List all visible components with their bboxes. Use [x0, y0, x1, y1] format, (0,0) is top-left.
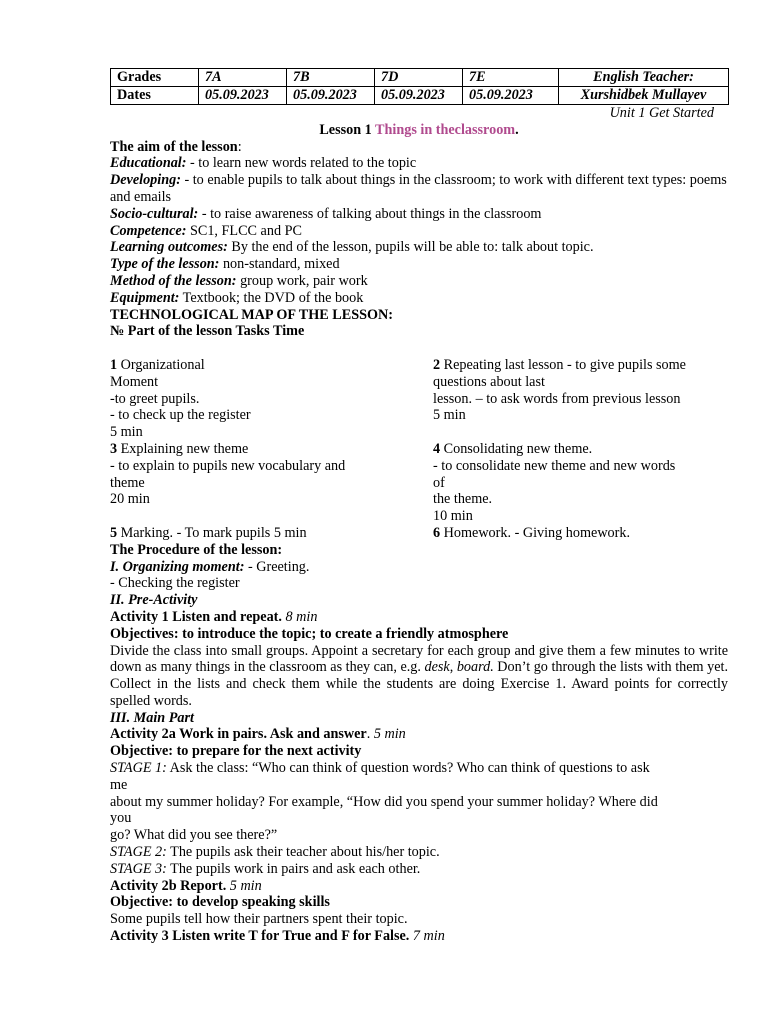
field-equipment: Equipment: Textbook; the DVD of the book: [110, 289, 364, 306]
field-method: Method of the lesson: group work, pair work: [110, 272, 368, 289]
grade-7d: 7D: [375, 69, 463, 87]
activity-2b-text: Some pupils tell how their partners spent their topic.: [110, 911, 408, 928]
grades-label: Grades: [111, 69, 199, 87]
lesson-plan-page: [110, 68, 728, 945]
part-1: 1 Organizational Moment -to greet pupils. - to check up the register 5 min: [110, 356, 251, 441]
lesson-fields: [110, 155, 728, 306]
grade-7e: 7E: [463, 69, 559, 87]
activity-2b-objective: Objective: to develop speaking skills: [110, 894, 330, 911]
activity-2b-title: Activity 2b Report. 5 min: [110, 877, 262, 894]
field-developing: Developing: - to enable pupils to talk about things in the classroom; to work with different text types: poems and emails: [110, 172, 727, 205]
part-6: 6 Homework. - Giving homework.: [433, 524, 631, 541]
field-competence: Competence: SC1, FLCC and PC: [110, 222, 302, 239]
organizing-moment: I. Organizing moment: - Greeting.: [110, 558, 310, 575]
part-2: 2 Repeating last lesson - to give pupils some questions about last lesson. – to ask words from previous lesson 5 min: [433, 356, 686, 424]
dates-label: Dates: [111, 87, 199, 105]
date-7e: 05.09.2023: [463, 87, 559, 105]
field-type: Type of the lesson: non-standard, mixed: [110, 256, 340, 273]
stage-1: STAGE 1: Ask the class: “Who can think of question words? Who can think of questions to ask: [110, 760, 650, 777]
field-learning-outcomes: Learning outcomes: By the end of the lesson, pupils will be able to: talk about topic.: [110, 239, 594, 256]
tech-map-header: № Part of the lesson Tasks Time: [110, 323, 305, 340]
parts-row-3: [110, 525, 728, 542]
procedure-title: The Procedure of the lesson:: [110, 541, 283, 558]
activity-1-title: Activity 1 Listen and repeat. 8 min: [110, 608, 318, 625]
grades-dates-table: [110, 68, 729, 105]
part-3: 3 Explaining new theme - to explain to pupils new vocabulary and theme 20 min: [110, 440, 346, 508]
main-part-heading: III. Main Part: [110, 709, 194, 726]
grade-7a: 7A: [199, 69, 287, 87]
grades-row: [111, 69, 729, 87]
lesson-topic: Things in theclassroom: [375, 121, 516, 138]
activity-1-text: Divide the class into small groups. Appoint a secretary for each group and give them a few minutes to write down as many things in the classroom as they can, e.g. desk, board. Don’t go through the lists with them yet. Collect in the lists and check them while the students are doing Exercise 1. Award points for correctly spelled words.: [110, 642, 729, 709]
activity-2a-objective: Objective: to prepare for the next activity: [110, 743, 362, 760]
aim-heading: The aim of the lesson:: [110, 138, 242, 155]
teacher-name: Xurshidbek Mullayev: [559, 87, 729, 105]
lesson-number: Lesson 1: [319, 121, 376, 138]
dates-row: [111, 87, 729, 105]
field-socio-cultural: Socio-cultural: - to raise awareness of talking about things in the classroom: [110, 205, 542, 222]
stage-3: STAGE 3: The pupils work in pairs and ask each other.: [110, 860, 421, 877]
spacer: [110, 340, 728, 357]
procedure-section: The Procedure of the lesson: I. Organizing moment: - Greeting. - Checking the register II. Pre-Activity Activity 1 Listen and repeat. 8 min Objectives: to introduce the topic; to create a friendly atmosphere Divide the class into small groups. Appoint a secretary for each group and give them a few minutes to write down as many things in the classroom as they can, e.g. desk, board. Don’t go through the lists with them yet. Collect in the lists and check them while the students are doing Exercise 1. Award points for correctly spelled words. III. Main Part Activity 2a Work in pairs. Ask and answer. 5 min Objective: to prepare for the next activity STAGE 1: Ask the class: “Who can think of question words? Who can think of questions to ask me about my summer holiday? For example, “How did you spend your summer holiday? Where did you go? What did you see there?” STAGE 2: The pupils ask their teacher about his/her topic. STAGE 3: The pupils work in pairs and ask each other. Activity 2b Report. 5 min Objective: to develop speaking skills Some pupils tell how their partners spent their topic. Activity 3 Listen write T for True and F for False. 7 min: [110, 541, 729, 945]
parts-row-2: [110, 441, 728, 525]
unit-title: Unit 1 Get Started: [609, 105, 714, 121]
activity-2a-title: Activity 2a Work in pairs. Ask and answer. 5 min: [110, 726, 406, 743]
part-5: 5 Marking. - To mark pupils 5 min: [110, 524, 307, 541]
pre-activity-heading: II. Pre-Activity: [110, 592, 198, 609]
stage-2: STAGE 2: The pupils ask their teacher about his/her topic.: [110, 844, 440, 861]
activity-3-title: Activity 3 Listen write T for True and F for False. 7 min: [110, 928, 445, 945]
activity-1-objectives: Objectives: to introduce the topic; to create a friendly atmosphere: [110, 625, 509, 642]
date-7b: 05.09.2023: [287, 87, 375, 105]
date-7a: 05.09.2023: [199, 87, 287, 105]
teacher-label: English Teacher:: [559, 69, 729, 87]
grade-7b: 7B: [287, 69, 375, 87]
checking-register: - Checking the register: [110, 575, 240, 592]
tech-map-title: TECHNOLOGICAL MAP OF THE LESSON:: [110, 306, 394, 323]
date-7d: 05.09.2023: [375, 87, 463, 105]
part-4: 4 Consolidating new theme. - to consolidate new theme and new words of the theme. 10 min: [433, 440, 676, 525]
parts-row-1: [110, 357, 728, 441]
field-educational: Educational: - to learn new words related to the topic: [110, 155, 417, 172]
lesson-title-period: .: [515, 121, 519, 138]
lesson-title: [110, 122, 728, 139]
